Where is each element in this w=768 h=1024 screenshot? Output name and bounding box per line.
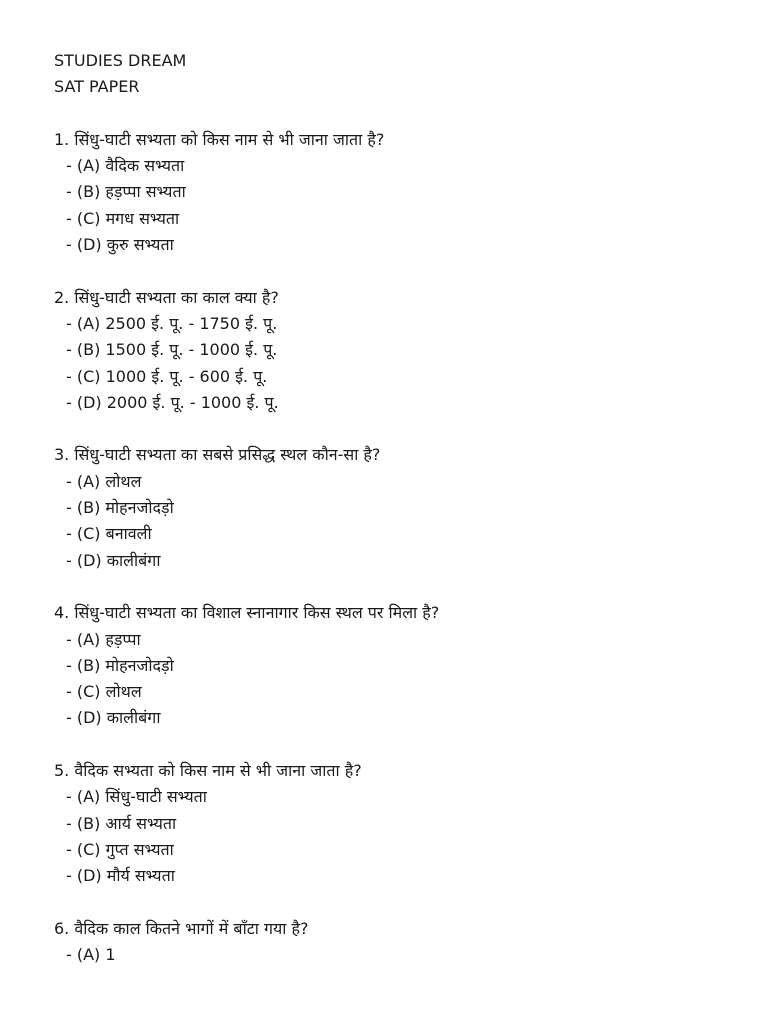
question-text: 3. सिंधु-घाटी सभ्यता का सबसे प्रसिद्ध स्थल कौन-सा है? [54,445,381,465]
question-text: 1. सिंधु-घाटी सभ्यता को किस नाम से भी जाना जाता है? [54,129,385,149]
spacer [54,101,734,127]
option-b: - (B) 1500 ई. पू. - 1000 ई. पू. [66,340,278,360]
spacer [54,890,734,916]
header-title: STUDIES DREAM [54,51,187,70]
option-a: - (A) 1 [66,945,116,965]
question-block-4 [54,600,734,731]
option-c: - (C) गुप्त सभ्यता [66,839,174,859]
option-d: - (D) 2000 ई. पू. - 1000 ई. पू. [66,392,279,412]
option-b: - (B) आर्य सभ्यता [66,813,177,833]
option-c: - (C) 1000 ई. पू. - 600 ई. पू. [66,366,268,386]
option-d: - (D) कालीबंगा [66,708,161,728]
option-b: - (B) मोहनजोदड़ो [66,655,174,675]
option-c: - (C) मगध सभ्यता [66,208,180,228]
spacer [54,732,734,758]
option-a: - (A) वैदिक सभ्यता [66,156,185,176]
question-block-2 [54,285,734,416]
option-d: - (D) मौर्य सभ्यता [66,866,175,886]
question-block-6 [54,916,734,969]
question-block-1 [54,127,734,258]
question-block-5 [54,758,734,889]
option-a: - (A) हड़प्पा [66,629,141,649]
question-text: 2. सिंधु-घाटी सभ्यता का काल क्या है? [54,287,279,307]
option-a: - (A) लोथल [66,471,142,491]
option-d: - (D) कालीबंगा [66,550,161,570]
question-block-3 [54,442,734,573]
option-c: - (C) लोथल [66,682,142,702]
spacer [54,416,734,442]
question-text: 6. वैदिक काल कितने भागों में बाँटा गया है? [54,918,309,938]
spacer [54,574,734,600]
option-a: - (A) 2500 ई. पू. - 1750 ई. पू. [66,313,278,333]
question-text: 4. सिंधु-घाटी सभ्यता का विशाल स्नानागार किस स्थल पर मिला है? [54,603,440,623]
spacer [54,258,734,284]
option-a: - (A) सिंधु-घाटी सभ्यता [66,787,207,807]
option-b: - (B) हड़प्पा सभ्यता [66,182,186,202]
option-c: - (C) बनावली [66,524,152,544]
option-d: - (D) कुरु सभ्यता [66,235,174,255]
document-page [54,48,734,968]
header-subtitle: SAT PAPER [54,77,140,97]
question-text: 5. वैदिक सभ्यता को किस नाम से भी जाना जाता है? [54,761,362,781]
option-b: - (B) मोहनजोदड़ो [66,498,174,518]
